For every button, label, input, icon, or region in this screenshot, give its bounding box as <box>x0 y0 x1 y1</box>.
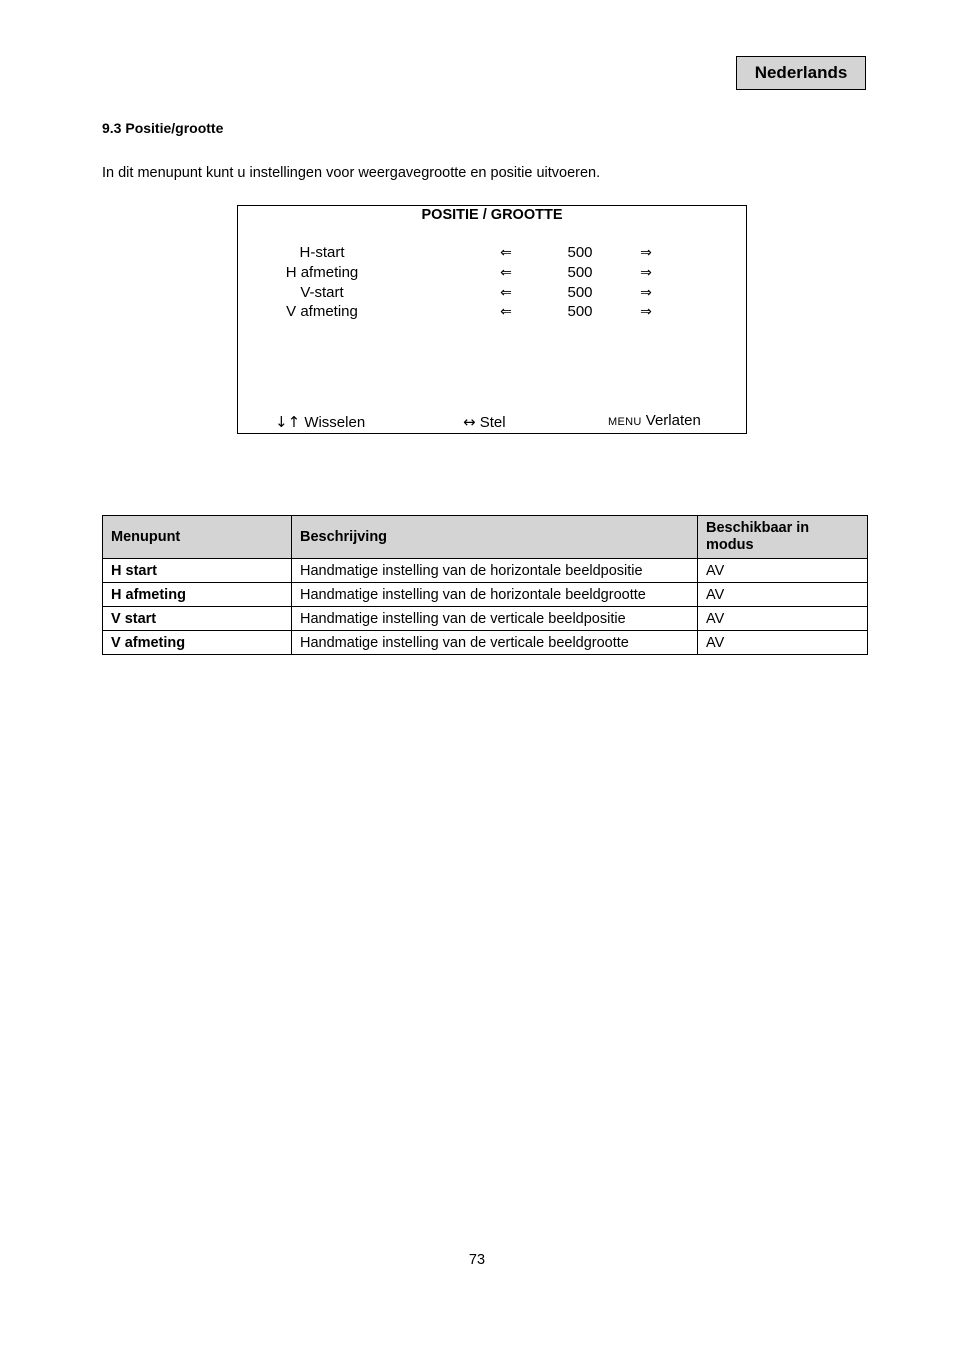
table-cell-menu-item: H afmeting <box>103 583 292 607</box>
table-row <box>103 607 868 631</box>
table-cell-mode: AV <box>698 631 868 655</box>
language-label: Nederlands <box>736 56 866 90</box>
table-cell-description: Handmatige instelling van de horizontale beeldgrootte <box>292 583 698 607</box>
menu-description-table <box>102 515 868 655</box>
up-down-arrow-icon: ↓↑ <box>275 413 301 431</box>
table-cell-description: Handmatige instelling van de verticale beeldgrootte <box>292 631 698 655</box>
right-arrow-icon: ⇒ <box>640 304 652 320</box>
table-cell-mode: AV <box>698 583 868 607</box>
column-header: Beschikbaar in modus <box>698 516 868 559</box>
right-arrow-icon: ⇒ <box>640 285 652 301</box>
section-title: 9.3 Positie/grootte <box>102 120 224 136</box>
table-row <box>103 631 868 655</box>
table-cell-mode: AV <box>698 607 868 631</box>
osd-footer-set-label: Stel <box>479 414 506 431</box>
table-cell-menu-item: V afmeting <box>103 631 292 655</box>
osd-footer-set <box>463 413 506 431</box>
column-header: Beschrijving <box>292 516 698 559</box>
menu-key-label: MENU <box>608 416 642 428</box>
osd-row-label: V afmeting <box>286 303 358 320</box>
table-cell-menu-item: H start <box>103 559 292 583</box>
osd-footer-exit-label: Verlaten <box>645 412 701 429</box>
column-header: Menupunt <box>103 516 292 559</box>
osd-row-label: V-start <box>300 284 344 301</box>
table-cell-menu-item: V start <box>103 607 292 631</box>
osd-title: POSITIE / GROOTTE <box>421 207 563 223</box>
osd-row-label: H afmeting <box>285 264 359 281</box>
osd-row-v-afmeting <box>238 303 746 323</box>
left-arrow-icon: ⇐ <box>500 285 512 301</box>
osd-row-value: 500 <box>567 303 593 320</box>
osd-footer-switch <box>275 413 365 431</box>
osd-menu-illustration <box>237 205 747 434</box>
table-cell-description: Handmatige instelling van de horizontale beeldpositie <box>292 559 698 583</box>
table-cell-mode: AV <box>698 559 868 583</box>
osd-row-value: 500 <box>567 284 593 301</box>
osd-row-h-start <box>238 244 746 264</box>
table-row <box>103 583 868 607</box>
table-cell-description: Handmatige instelling van de verticale beeldpositie <box>292 607 698 631</box>
osd-footer-exit <box>608 412 701 429</box>
left-arrow-icon: ⇐ <box>500 265 512 281</box>
left-arrow-icon: ⇐ <box>500 304 512 320</box>
left-arrow-icon: ⇐ <box>500 245 512 261</box>
table-header-row <box>103 516 868 559</box>
osd-row-label: H-start <box>299 244 345 261</box>
left-right-arrow-icon: ↔ <box>463 413 476 431</box>
right-arrow-icon: ⇒ <box>640 265 652 281</box>
osd-row-h-afmeting <box>238 264 746 284</box>
page-number: 73 <box>468 1252 486 1268</box>
intro-paragraph: In dit menupunt kunt u instellingen voor weergavegrootte en positie uitvoeren. <box>102 165 601 181</box>
right-arrow-icon: ⇒ <box>640 245 652 261</box>
osd-footer-switch-label: Wisselen <box>304 414 366 431</box>
table-row <box>103 559 868 583</box>
osd-row-value: 500 <box>567 264 593 281</box>
osd-row-value: 500 <box>567 244 593 261</box>
osd-row-v-start <box>238 284 746 304</box>
